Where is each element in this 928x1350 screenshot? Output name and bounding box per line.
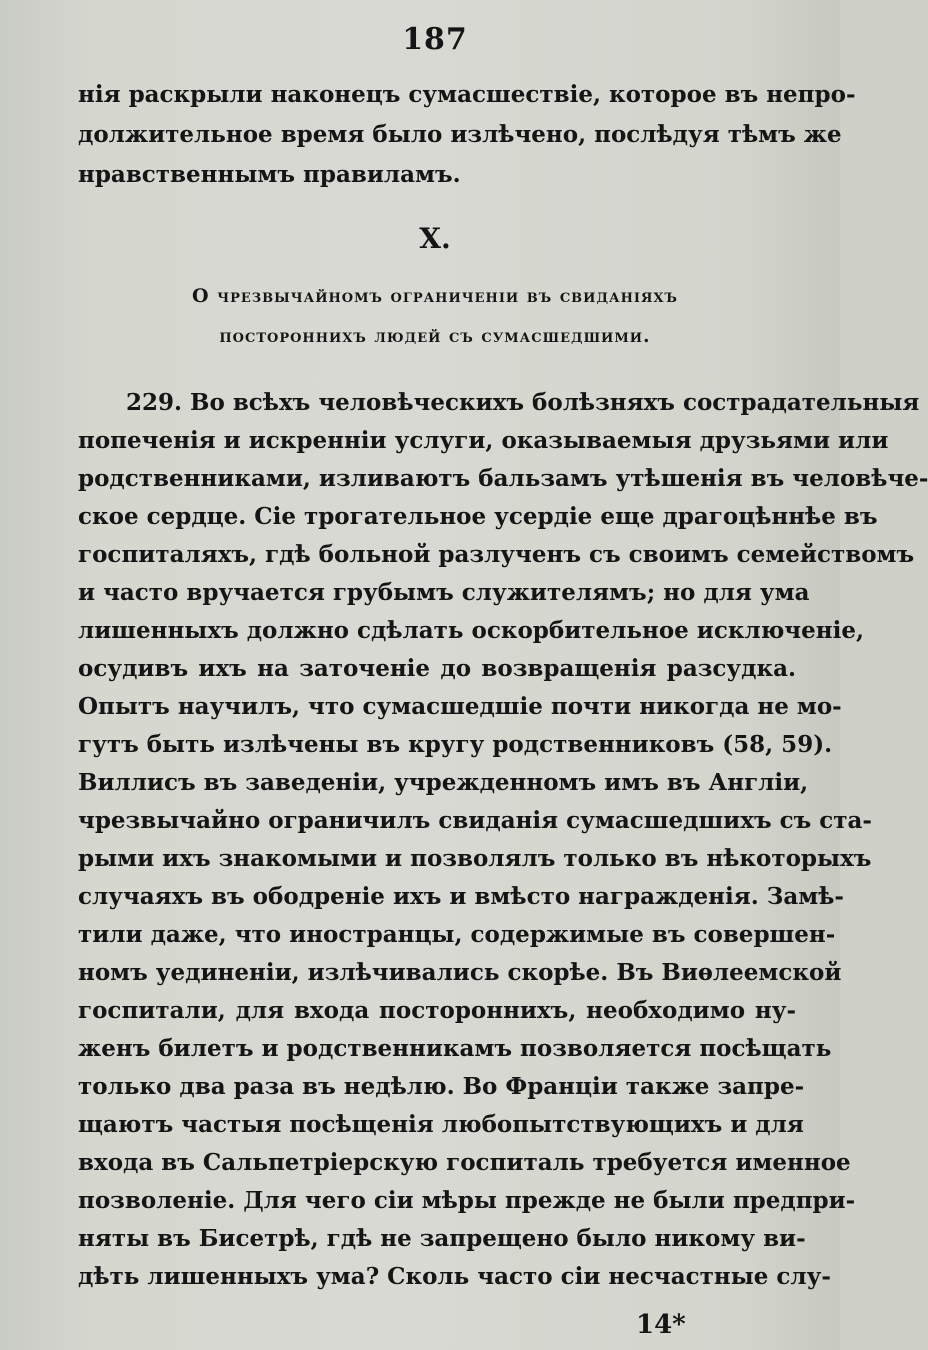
- page-number: 187: [402, 22, 468, 57]
- main-paragraph-line-11: Виллисъ въ заведеніи, учрежденномъ имъ въ Англіи,: [78, 769, 809, 796]
- main-paragraph-line-15: тили даже, что иностранцы, содержимые въ совершен-: [78, 921, 836, 948]
- main-paragraph-line-13: рыми ихъ знакомыми и позволялъ только въ нѣкоторыхъ: [78, 845, 872, 872]
- main-paragraph-line-6: и часто вручается грубымъ служителямъ; но для ума: [78, 579, 810, 606]
- main-paragraph-line-2: попеченія и искренніи услуги, оказываемыя друзьями или: [78, 427, 889, 454]
- main-paragraph-line-12: чрезвычайно ограничилъ свиданія сумасшедшихъ съ ста-: [78, 807, 872, 834]
- section-heading-line-1: О чрезвычайномъ ограниченіи въ свиданіяхъ: [192, 285, 678, 307]
- main-paragraph-line-18: женъ билетъ и родственникамъ позволяется посѣщать: [78, 1035, 832, 1062]
- main-paragraph-line-19: только два раза въ недѣлю. Во Франціи также запре-: [78, 1073, 805, 1100]
- main-paragraph-line-4: ское сердце. Сіе трогательное усердіе еще драгоцѣннѣе въ: [78, 503, 878, 530]
- main-paragraph-line-22: позволеніе. Для чего сіи мѣры прежде не были предпри-: [78, 1187, 856, 1214]
- main-paragraph-line-21: входа въ Сальпетріерскую госпиталь требуется именное: [78, 1149, 851, 1176]
- top-paragraph-line-3: нравственнымъ правиламъ.: [78, 161, 461, 188]
- main-paragraph-line-20: щаютъ частыя посѣщенія любопытствующихъ и для: [78, 1111, 804, 1138]
- main-paragraph-line-10: гутъ быть излѣчены въ кругу родственниковъ (58, 59).: [78, 731, 833, 758]
- main-paragraph-line-16: номъ уединеніи, излѣчивались скорѣе. Въ Виѳлеемской: [78, 959, 842, 986]
- main-paragraph-line-23: няты въ Бисетрѣ, гдѣ не запрещено было никому ви-: [78, 1225, 806, 1252]
- main-paragraph-line-8: осудивъ ихъ на заточеніе до возвращенія разсудка.: [78, 655, 796, 682]
- section-number: X.: [419, 222, 451, 255]
- main-paragraph-line-3: родственниками, изливаютъ бальзамъ утѣшенія въ человѣче-: [78, 465, 928, 492]
- top-paragraph-line-2: должительное время было излѣчено, послѣдуя тѣмъ же: [78, 121, 842, 148]
- main-paragraph-line-7: лишенныхъ должно сдѣлать оскорбительное исключеніе,: [78, 617, 864, 644]
- main-paragraph-line-1: 229. Во всѣхъ человѣческихъ болѣзняхъ сострадательныя: [126, 389, 920, 416]
- main-paragraph-line-14: случаяхъ въ ободреніе ихъ и вмѣсто награжденія. Замѣ-: [78, 883, 844, 910]
- top-paragraph-line-1: нія раскрыли наконецъ сумасшествіе, которое въ непро-: [78, 81, 856, 108]
- section-heading-line-2: постороннихъ людей съ сумасшедшими.: [219, 325, 651, 347]
- main-paragraph-line-17: госпитали, для входа постороннихъ, необходимо ну-: [78, 997, 796, 1024]
- main-paragraph-line-9: Опытъ научилъ, что сумасшедшіе почти никогда не мо-: [78, 693, 842, 720]
- signature-mark: 14*: [636, 1310, 686, 1340]
- main-paragraph-line-5: госпиталяхъ, гдѣ больной разлученъ съ своимъ семействомъ: [78, 541, 915, 568]
- main-paragraph-line-24: дѣть лишенныхъ ума? Сколь часто сіи несчастные слу-: [78, 1263, 831, 1290]
